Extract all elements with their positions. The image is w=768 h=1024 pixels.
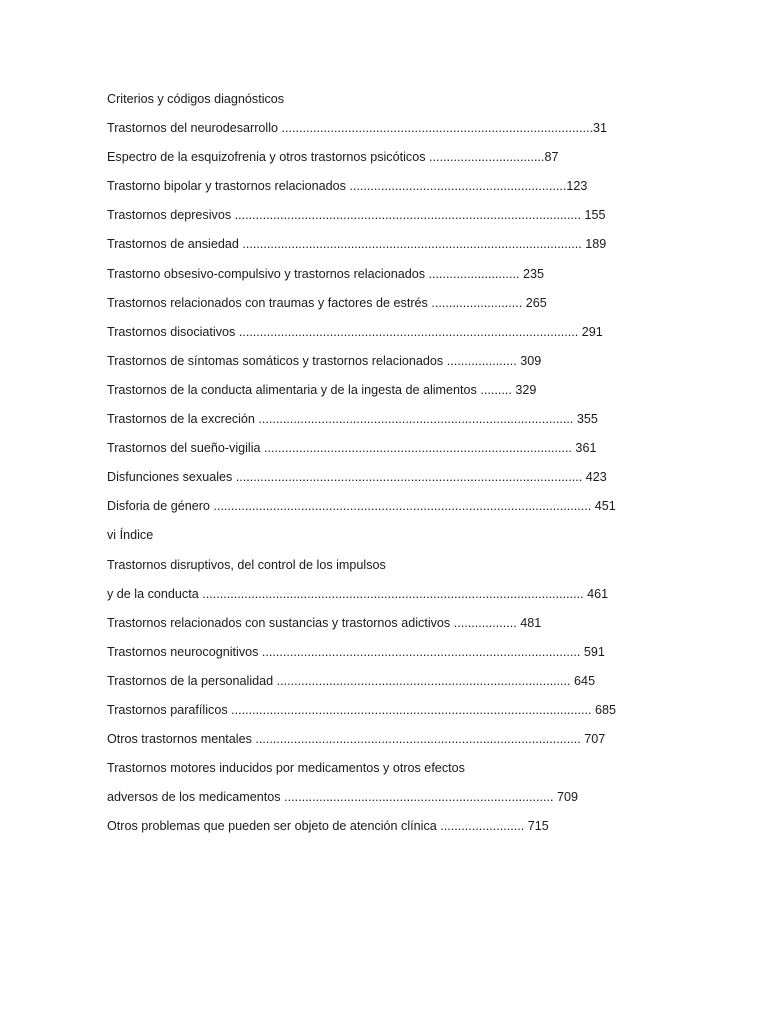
toc-entry: Otros trastornos mentales ............................................................................................. 707 (107, 732, 606, 747)
toc-entry: Otros problemas que pueden ser objeto de atención clínica ........................ 715 (107, 819, 549, 834)
toc-entry-title: Trastornos motores inducidos por medicamentos y otros efectos (107, 761, 465, 776)
toc-entry-title: Trastornos disruptivos, del control de los impulsos (107, 557, 386, 572)
toc-entry: adversos de los medicamentos ............................................................................. 709 (107, 790, 579, 805)
toc-entry: Trastornos parafílicos ....................................................................................................... 685 (107, 702, 617, 717)
toc-entry: Trastorno bipolar y trastornos relacionados ..............................................................123 (107, 179, 588, 194)
toc-entry: Trastornos del neurodesarrollo .........................................................................................31 (107, 121, 607, 136)
toc-entry: Disforia de género ............................................................................................................ 451 (107, 499, 616, 514)
toc-entry: Trastorno obsesivo-compulsivo y trastornos relacionados .......................... 235 (107, 266, 544, 281)
toc-entry: Espectro de la esquizofrenia y otros trastornos psicóticos .................................87 (107, 150, 559, 165)
toc-entry: Trastornos disociativos ................................................................................................. 291 (107, 324, 603, 339)
toc-entry: Trastornos relacionados con sustancias y trastornos adictivos .................. 481 (107, 615, 542, 630)
toc-entry: Trastornos de síntomas somáticos y trastornos relacionados .................... 309 (107, 353, 542, 368)
toc-entry: Trastornos de la conducta alimentaria y de la ingesta de alimentos ......... 329 (107, 382, 537, 397)
toc-entry: y de la conducta ............................................................................................................. 461 (107, 586, 609, 601)
toc-entry: Trastornos relacionados con traumas y factores de estrés .......................... 265 (107, 295, 547, 310)
toc-entry: Trastornos de ansiedad ................................................................................................. 189 (107, 237, 607, 252)
toc-heading: Criterios y códigos diagnósticos (107, 92, 285, 106)
page-header-label: vi Índice (107, 528, 154, 543)
toc-entry: Trastornos neurocognitivos ........................................................................................... 591 (107, 644, 605, 659)
table-of-contents (107, 89, 616, 845)
toc-entry: Trastornos de la excreción .......................................................................................... 355 (107, 412, 598, 427)
toc-entry: Trastornos del sueño-vigilia ........................................................................................ 361 (107, 441, 597, 456)
toc-entry: Trastornos de la personalidad .................................................................................... 645 (107, 673, 596, 688)
toc-entry: Disfunciones sexuales ................................................................................................... 423 (107, 470, 607, 485)
toc-entry: Trastornos depresivos ................................................................................................... 155 (107, 208, 606, 223)
